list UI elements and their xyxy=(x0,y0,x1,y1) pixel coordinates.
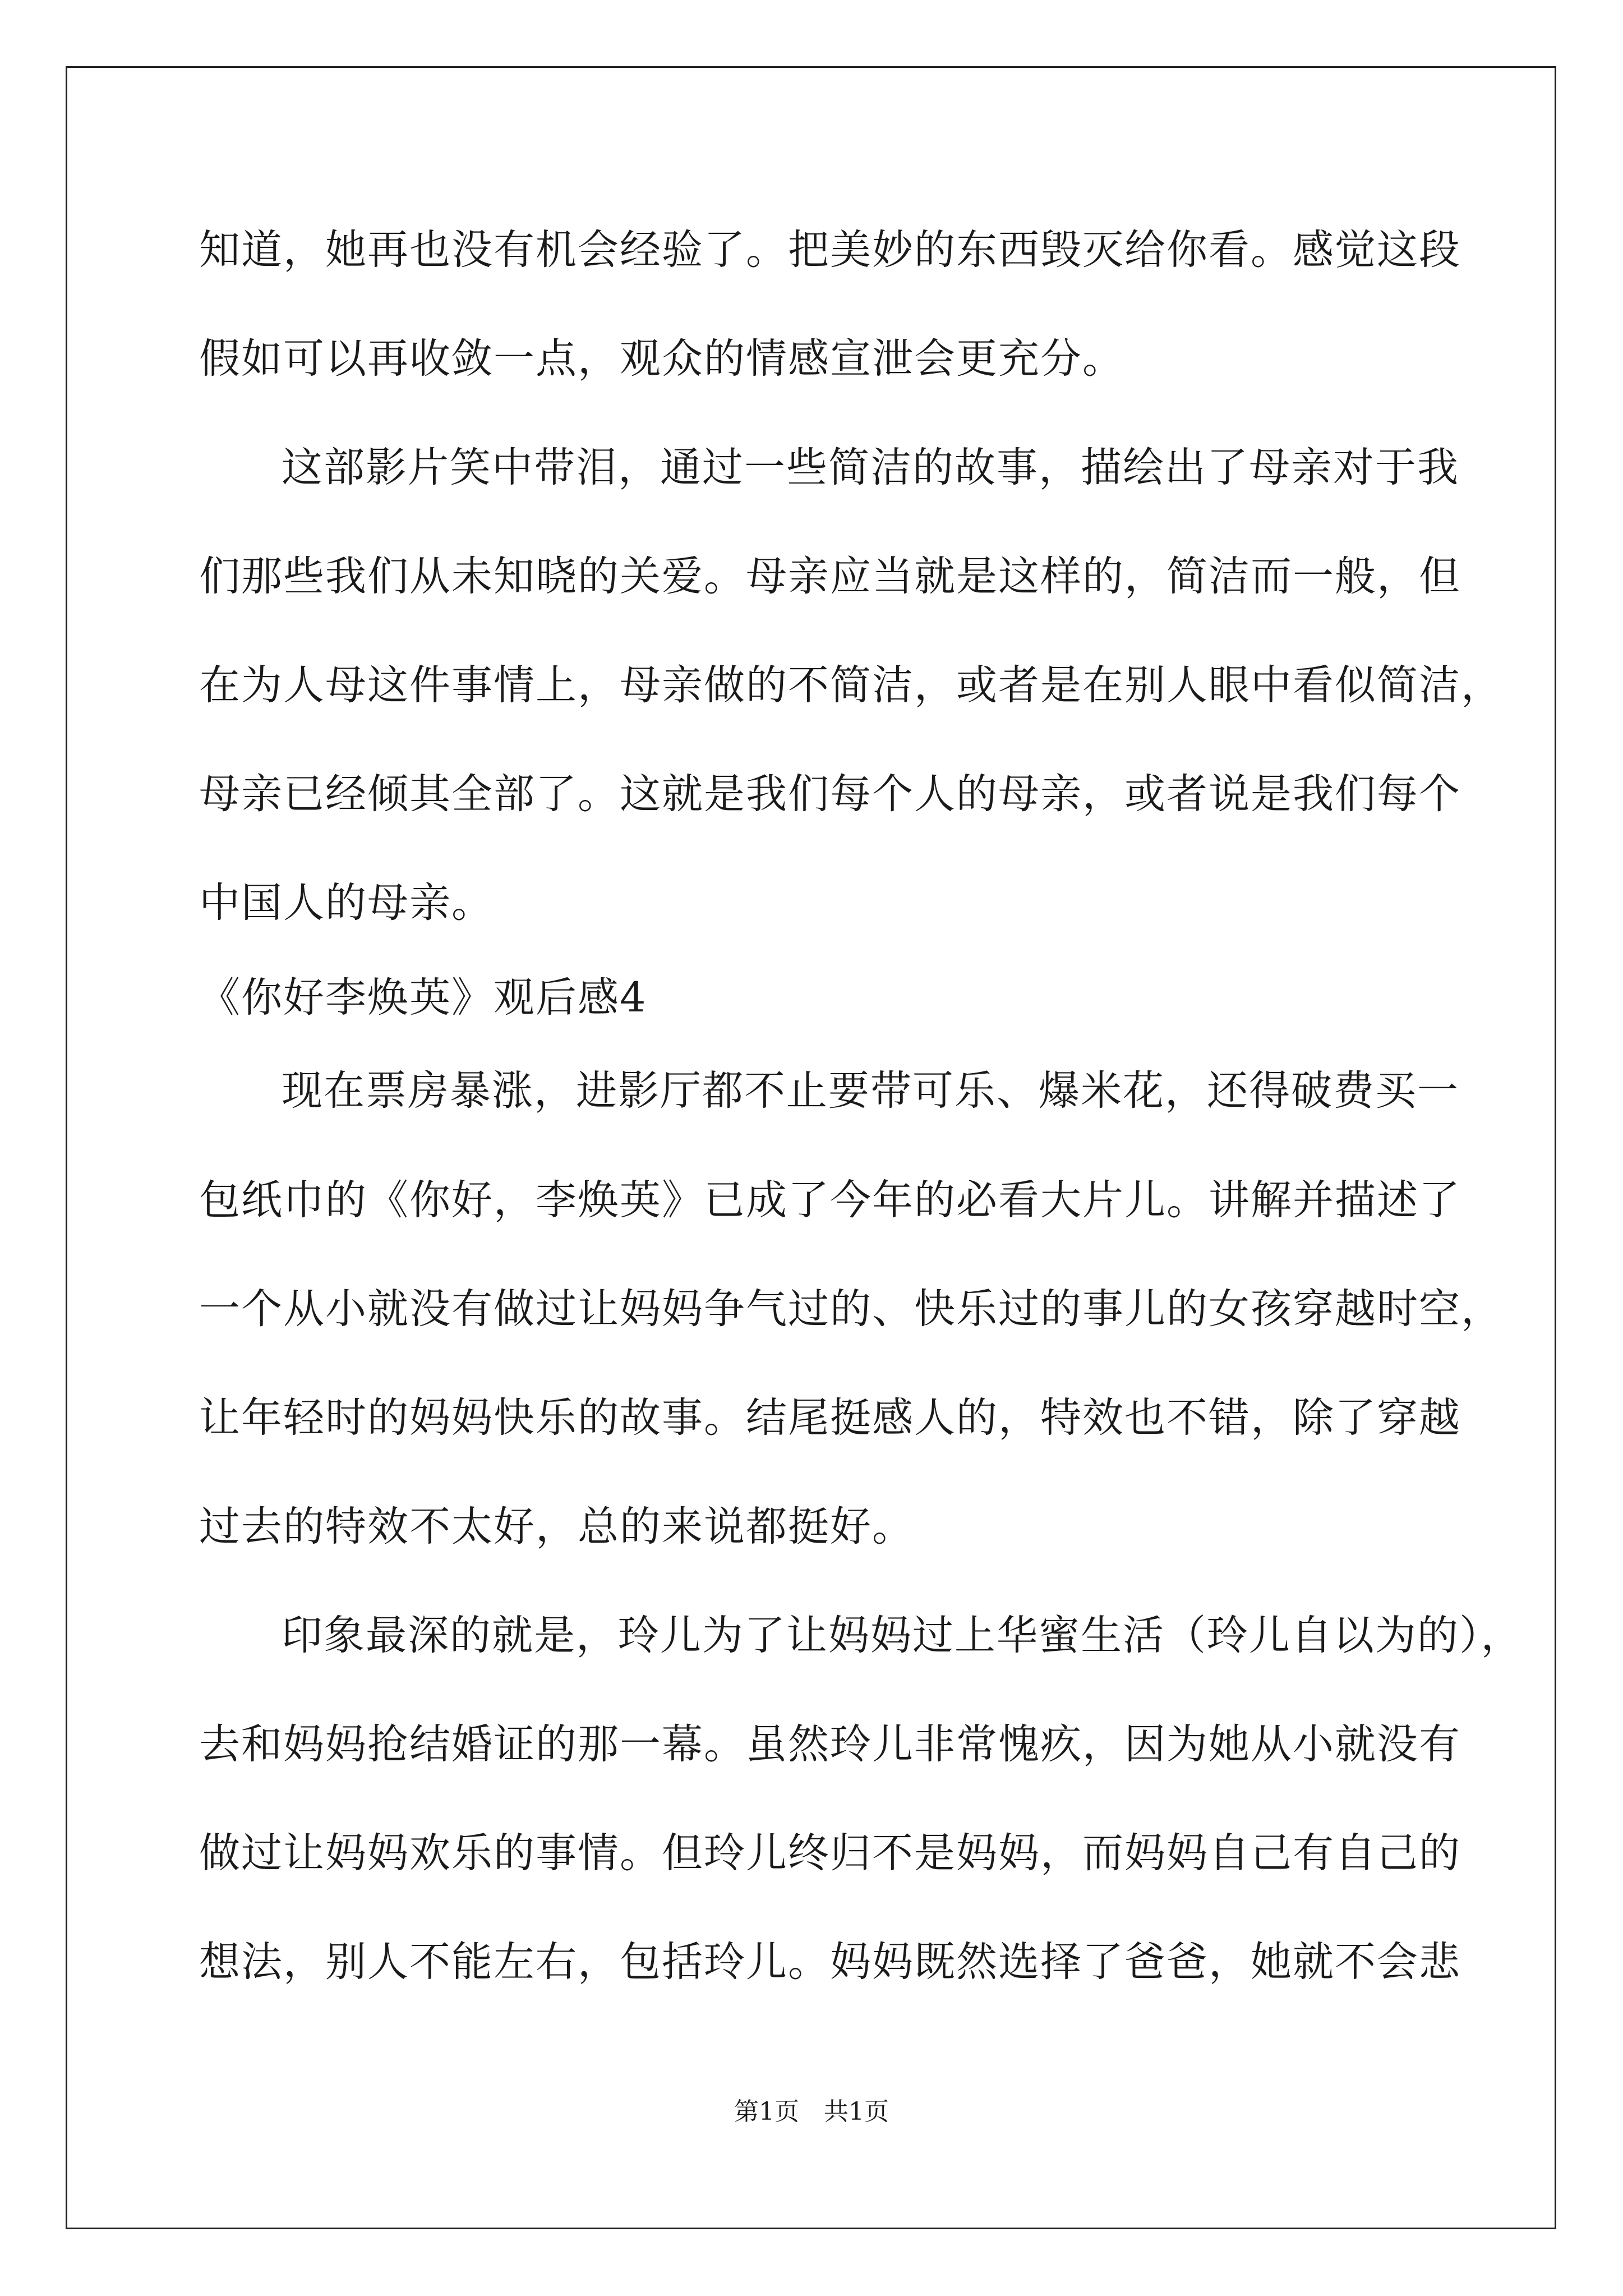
paragraph-line: 印象最深的就是，玲儿为了让妈妈过上华蜜生活（玲儿自以为的）， xyxy=(282,1612,1523,1659)
paragraph-line: 在为人母这件事情上，母亲做的不简洁，或者是在别人眼中看似简洁， xyxy=(199,661,1503,709)
page-border xyxy=(66,66,1556,2229)
paragraph-line: 这部影片笑中带泪，通过一些简洁的故事，描绘出了母亲对于我 xyxy=(282,444,1459,491)
paragraph-line: 中国人的母亲。 xyxy=(199,879,494,927)
paragraph-line: 一个从小就没有做过让妈妈争气过的、快乐过的事儿的女孩穿越时空， xyxy=(199,1285,1503,1333)
paragraph-line: 知道，她再也没有机会经验了。把美妙的东西毁灭给你看。感觉这段 xyxy=(199,226,1461,274)
section-heading: 《你好李焕英》观后感4 xyxy=(199,974,647,1022)
paragraph-line: 做过让妈妈欢乐的事情。但玲儿终归不是妈妈，而妈妈自己有自己的 xyxy=(199,1829,1461,1877)
paragraph-line: 去和妈妈抢结婚证的那一幕。虽然玲儿非常愧疚，因为她从小就没有 xyxy=(199,1720,1461,1768)
paragraph-line: 包纸巾的《你好，李焕英》已成了今年的必看大片儿。讲解并描述了 xyxy=(199,1176,1461,1224)
paragraph-line: 假如可以再收敛一点，观众的情感宣泄会更充分。 xyxy=(199,335,1124,383)
paragraph-line: 母亲已经倾其全部了。这就是我们每个人的母亲，或者说是我们每个 xyxy=(199,770,1461,818)
paragraph-line: 过去的特效不太好，总的来说都挺好。 xyxy=(199,1503,914,1550)
paragraph-line: 想法，别人不能左右，包括玲儿。妈妈既然选择了爸爸，她就不会悲 xyxy=(199,1938,1461,1986)
page-number: 第1页 共1页 xyxy=(734,2097,889,2126)
paragraph-line: 让年轻时的妈妈快乐的故事。结尾挺感人的，特效也不错，除了穿越 xyxy=(199,1394,1461,1442)
paragraph-line: 现在票房暴涨，进影厅都不止要带可乐、爆米花，还得破费买一 xyxy=(282,1067,1459,1115)
paragraph-line: 们那些我们从未知晓的关爱。母亲应当就是这样的，简洁而一般，但 xyxy=(199,553,1461,600)
